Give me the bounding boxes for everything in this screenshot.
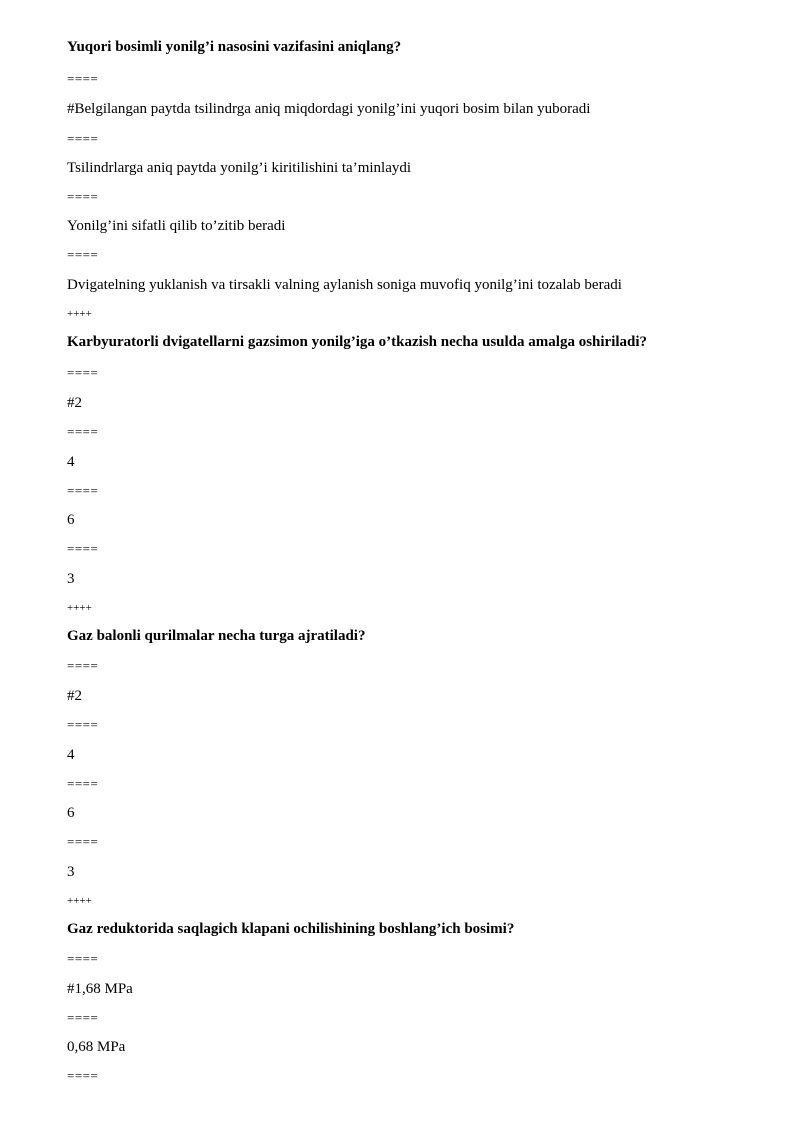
answer-option: 4 [67,747,75,763]
answer-option: 4 [67,454,75,470]
answer-separator: ==== [67,71,99,86]
answer-option: 6 [67,512,75,528]
answer-option: 6 [67,805,75,821]
answer-option: #1,68 MPa [67,981,133,997]
answer-separator: ==== [67,424,99,439]
answer-separator: ==== [67,658,99,673]
answer-option: Yonilg’ini sifatli qilib to’zitib beradi [67,218,286,234]
answer-separator: ==== [67,189,99,204]
answer-option: Dvigatelning yuklanish va tirsakli valning aylanish soniga muvofiq yonilg’ini tozalab beradi [67,277,622,293]
question-title: Yuqori bosimli yonilg’i nasosini vazifasini aniqlang? [67,39,402,55]
answer-option: 3 [67,864,75,880]
answer-separator: ==== [67,541,99,556]
answer-separator: ==== [67,131,99,146]
question-title: Gaz reduktorida saqlagich klapani ochilishining boshlang’ich bosimi? [67,921,515,937]
question-separator: ++++ [67,308,92,320]
answer-separator: ==== [67,1010,99,1025]
question-title: Gaz balonli qurilmalar necha turga ajratiladi? [67,628,366,644]
answer-option: #Belgilangan paytda tsilindrga aniq miqdordagi yonilg’ini yuqori bosim bilan yuboradi [67,101,591,117]
answer-separator: ==== [67,247,99,262]
question-separator: ++++ [67,602,92,614]
answer-option: 3 [67,571,75,587]
answer-separator: ==== [67,365,99,380]
answer-separator: ==== [67,717,99,732]
answer-separator: ==== [67,1068,99,1083]
answer-separator: ==== [67,834,99,849]
question-separator: ++++ [67,895,92,907]
answer-option: Tsilindrlarga aniq paytda yonilg’i kiritilishini ta’minlaydi [67,160,412,176]
answer-separator: ==== [67,776,99,791]
answer-option: #2 [67,688,82,704]
question-title: Karbyuratorli dvigatellarni gazsimon yonilg’iga o’tkazish necha usulda amalga oshiriladi? [67,334,648,350]
answer-separator: ==== [67,951,99,966]
answer-separator: ==== [67,483,99,498]
answer-option: 0,68 MPa [67,1039,126,1055]
answer-option: #2 [67,395,82,411]
